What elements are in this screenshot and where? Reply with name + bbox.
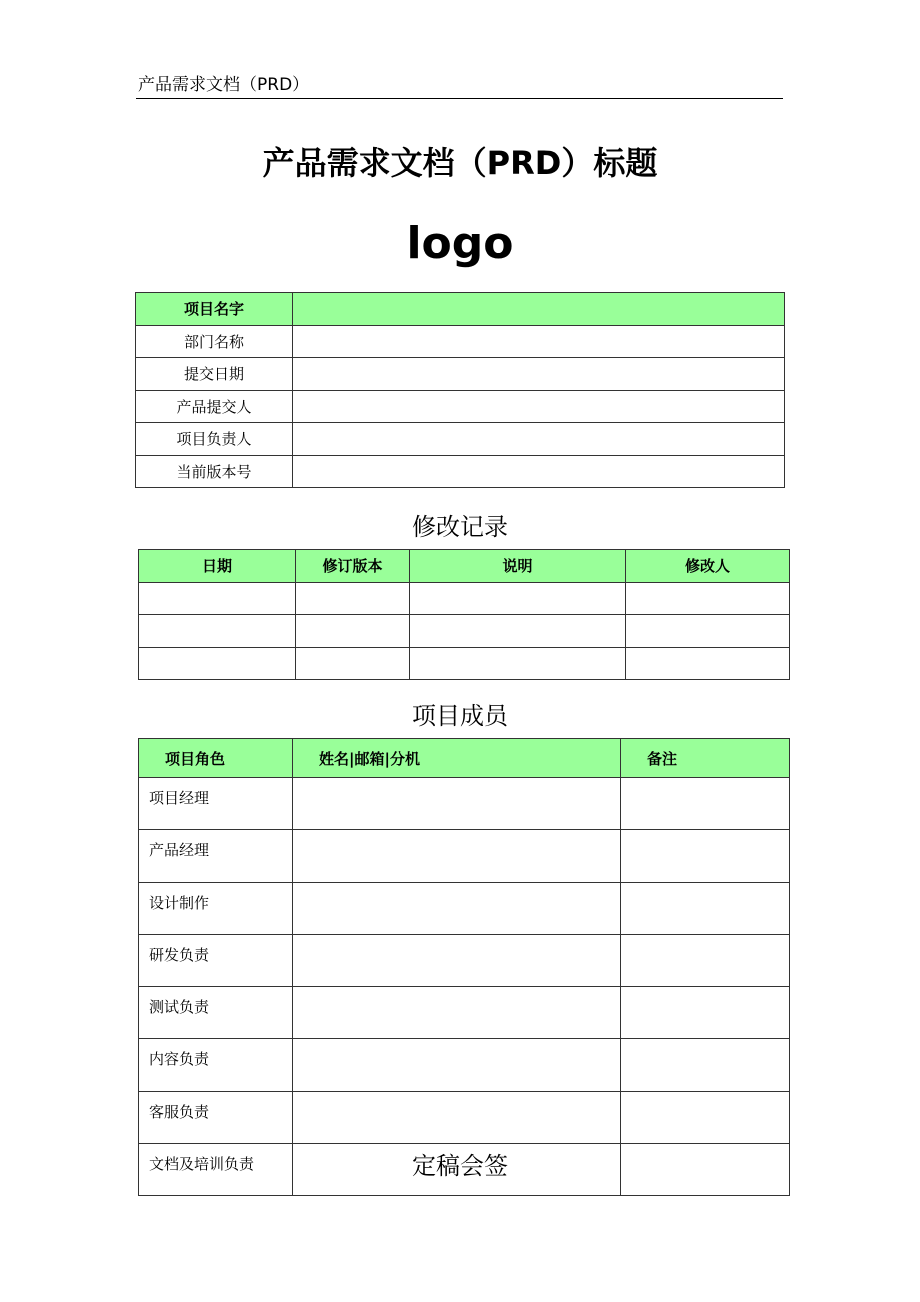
table-row	[136, 358, 785, 391]
note-cell[interactable]	[621, 778, 790, 830]
table-row	[136, 390, 785, 423]
table-cell[interactable]	[410, 582, 626, 615]
project-owner-label: 项目负责人	[136, 423, 293, 456]
role-cell: 产品经理	[139, 830, 293, 882]
table-row	[139, 934, 790, 986]
members-section-title: 项目成员	[412, 702, 508, 730]
contact-cell[interactable]	[293, 987, 621, 1039]
contact-cell[interactable]	[293, 934, 621, 986]
page-header-text: 产品需求文档（PRD）	[138, 75, 310, 95]
submit-date-value[interactable]	[293, 358, 785, 391]
table-cell[interactable]	[139, 615, 296, 648]
version-label: 当前版本号	[136, 455, 293, 488]
project-info-table	[135, 292, 785, 488]
table-cell[interactable]	[296, 615, 410, 648]
members-table	[138, 738, 790, 1196]
submitter-value[interactable]	[293, 390, 785, 423]
table-cell[interactable]	[626, 582, 790, 615]
version-value[interactable]	[293, 455, 785, 488]
table-cell[interactable]	[410, 647, 626, 680]
note-cell[interactable]	[621, 1091, 790, 1143]
table-row	[136, 423, 785, 456]
column-header-note: 备注	[621, 739, 790, 778]
role-cell: 客服负责	[139, 1091, 293, 1143]
table-cell[interactable]	[296, 647, 410, 680]
note-cell[interactable]	[621, 830, 790, 882]
role-cell: 测试负责	[139, 987, 293, 1039]
role-cell: 项目经理	[139, 778, 293, 830]
note-cell[interactable]	[621, 987, 790, 1039]
column-header-role: 项目角色	[139, 739, 293, 778]
table-cell[interactable]	[139, 647, 296, 680]
contact-cell[interactable]	[293, 1039, 621, 1091]
table-row	[139, 987, 790, 1039]
table-cell[interactable]	[410, 615, 626, 648]
table-row	[139, 582, 790, 615]
project-name-value[interactable]	[293, 293, 785, 326]
table-row	[139, 830, 790, 882]
table-cell[interactable]	[626, 647, 790, 680]
signoff-section-title: 定稿会签	[412, 1152, 508, 1180]
table-cell[interactable]	[296, 582, 410, 615]
table-cell[interactable]	[626, 615, 790, 648]
table-row	[136, 325, 785, 358]
department-label: 部门名称	[136, 325, 293, 358]
contact-cell[interactable]	[293, 1091, 621, 1143]
note-cell[interactable]	[621, 1039, 790, 1091]
submitter-label: 产品提交人	[136, 390, 293, 423]
revision-section-title: 修改记录	[412, 513, 508, 541]
revision-table	[138, 549, 790, 680]
table-header-row	[139, 550, 790, 583]
project-owner-value[interactable]	[293, 423, 785, 456]
table-row	[139, 882, 790, 934]
role-cell: 研发负责	[139, 934, 293, 986]
note-cell[interactable]	[621, 934, 790, 986]
project-name-label: 项目名字	[136, 293, 293, 326]
contact-cell[interactable]	[293, 830, 621, 882]
role-cell: 内容负责	[139, 1039, 293, 1091]
column-header-editor: 修改人	[626, 550, 790, 583]
role-cell: 文档及培训负责	[139, 1144, 293, 1196]
table-cell[interactable]	[139, 582, 296, 615]
table-row	[139, 615, 790, 648]
table-row	[136, 293, 785, 326]
submit-date-label: 提交日期	[136, 358, 293, 391]
contact-cell[interactable]	[293, 778, 621, 830]
column-header-date: 日期	[139, 550, 296, 583]
note-cell[interactable]	[621, 882, 790, 934]
table-row	[139, 778, 790, 830]
header-divider	[136, 98, 783, 99]
column-header-contact: 姓名|邮箱|分机	[293, 739, 621, 778]
table-row	[139, 1039, 790, 1091]
table-header-row	[139, 739, 790, 778]
table-row	[136, 455, 785, 488]
document-title: 产品需求文档（PRD）标题	[262, 144, 658, 182]
column-header-version: 修订版本	[296, 550, 410, 583]
logo-placeholder: logo	[406, 218, 514, 269]
role-cell: 设计制作	[139, 882, 293, 934]
table-row	[139, 647, 790, 680]
table-row	[139, 1091, 790, 1143]
column-header-description: 说明	[410, 550, 626, 583]
department-value[interactable]	[293, 325, 785, 358]
contact-cell[interactable]	[293, 882, 621, 934]
